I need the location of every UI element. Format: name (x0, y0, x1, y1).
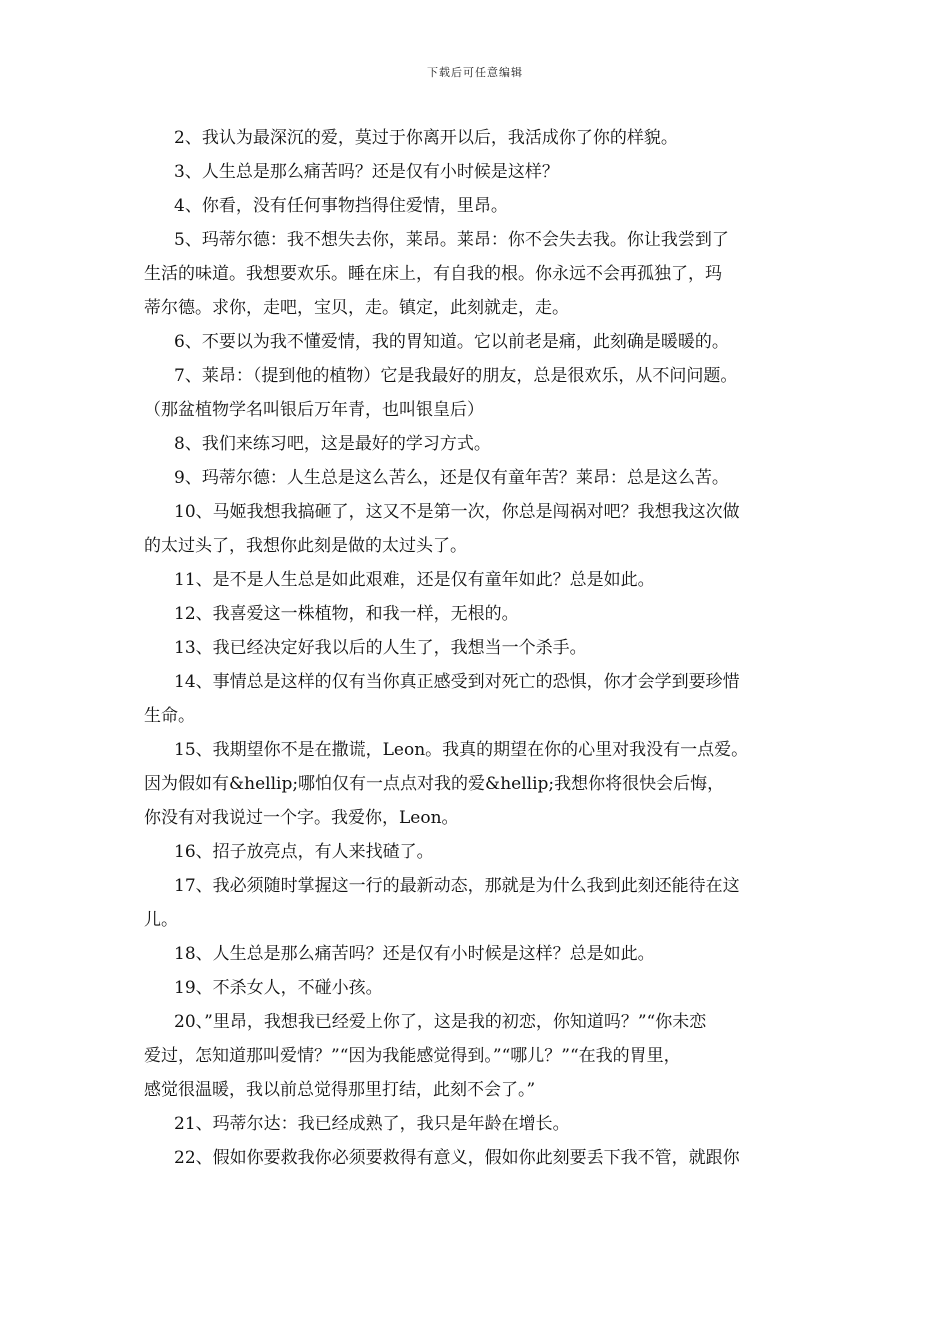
paragraph-line: 儿。 (144, 910, 178, 930)
paragraph-line: 21、玛蒂尔达：我已经成熟了，我只是年龄在增长。 (174, 1114, 570, 1134)
paragraph-line: 17、我必须随时掌握这一行的最新动态，那就是为什么我到此刻还能待在这 (174, 876, 740, 896)
paragraph-line: 12、我喜爱这一株植物，和我一样，无根的。 (174, 604, 519, 624)
paragraph (144, 971, 824, 1005)
paragraph-line: 感觉很温暖，我以前总觉得那里打结，此刻不会了。” (144, 1080, 536, 1100)
paragraph-line: 生活的味道。我想要欢乐。睡在床上，有自我的根。你永远不会再孤独了，玛 (144, 264, 722, 284)
paragraph (144, 427, 824, 461)
page-header: 下载后可任意编辑 (427, 66, 523, 79)
paragraph (144, 359, 824, 427)
paragraph-line: 的太过头了，我想你此刻是做的太过头了。 (144, 536, 467, 556)
paragraph (144, 155, 824, 189)
paragraph (144, 733, 824, 835)
paragraph-line: 11、是不是人生总是如此艰难，还是仅有童年如此？总是如此。 (174, 570, 655, 590)
paragraph (144, 665, 824, 733)
paragraph (144, 121, 824, 155)
paragraph (144, 461, 824, 495)
paragraph-line: 8、我们来练习吧，这是最好的学习方式。 (174, 434, 491, 454)
paragraph (144, 495, 824, 563)
paragraph (144, 937, 824, 971)
paragraph (144, 325, 824, 359)
paragraph-line: 因为假如有&hellip;哪怕仅有一点点对我的爱&hellip;我想你将很快会后悔， (144, 774, 725, 794)
paragraph-line: 4、你看，没有任何事物挡得住爱情，里昂。 (174, 196, 508, 216)
paragraph (144, 223, 824, 325)
paragraph-line: 5、玛蒂尔德：我不想失去你，莱昂。莱昂：你不会失去我。你让我尝到了 (174, 230, 729, 250)
paragraph-line: 你没有对我说过一个字。我爱你，Leon。 (144, 808, 459, 828)
paragraph (144, 835, 824, 869)
paragraph-line: 13、我已经决定好我以后的人生了，我想当一个杀手。 (174, 638, 587, 658)
paragraph (144, 869, 824, 937)
paragraph (144, 563, 824, 597)
paragraph-line: 18、人生总是那么痛苦吗？还是仅有小时候是这样？总是如此。 (174, 944, 655, 964)
paragraph-line: 10、马姬我想我搞砸了，这又不是第一次，你总是闯祸对吧？我想我这次做 (174, 502, 740, 522)
paragraph (144, 631, 824, 665)
paragraph-line: 15、我期望你不是在撒谎，Leon。我真的期望在你的心里对我没有一点爱。 (174, 740, 749, 760)
paragraph (144, 1005, 824, 1107)
paragraph-line: 蒂尔德。求你，走吧，宝贝，走。镇定，此刻就走，走。 (144, 298, 569, 318)
paragraph-line: 3、人生总是那么痛苦吗？还是仅有小时候是这样？ (174, 162, 559, 182)
paragraph-line: 19、不杀女人，不碰小孩。 (174, 978, 383, 998)
paragraph-line: 14、事情总是这样的仅有当你真正感受到对死亡的恐惧，你才会学到要珍惜 (174, 672, 740, 692)
paragraph-line: 7、莱昂：（提到他的植物）它是我最好的朋友，总是很欢乐，从不问问题。 (174, 366, 738, 386)
body-text (144, 121, 824, 1175)
paragraph-line: 22、假如你要救我你必须要救得有意义，假如你此刻要丢下我不管，就跟你 (174, 1148, 740, 1168)
paragraph-line: （那盆植物学名叫银后万年青，也叫银皇后） (144, 400, 484, 420)
paragraph (144, 1141, 824, 1175)
paragraph (144, 189, 824, 223)
paragraph (144, 597, 824, 631)
paragraph-line: 6、不要以为我不懂爱情，我的胃知道。它以前老是痛，此刻确是暖暖的。 (174, 332, 729, 352)
paragraph-line: 9、玛蒂尔德：人生总是这么苦么，还是仅有童年苦？莱昂：总是这么苦。 (174, 468, 729, 488)
paragraph-line: 2、我认为最深沉的爱，莫过于你离开以后，我活成你了你的样貌。 (174, 128, 678, 148)
paragraph-line: 16、招子放亮点，有人来找碴了。 (174, 842, 434, 862)
paragraph-line: 生命。 (144, 706, 195, 726)
paragraph (144, 1107, 824, 1141)
paragraph-line: 20、”里昂，我想我已经爱上你了，这是我的初恋，你知道吗？”“你未恋 (174, 1012, 707, 1032)
paragraph-line: 爱过，怎知道那叫爱情？”“因为我能感觉得到。”“哪儿？”“在我的胃里， (144, 1046, 681, 1066)
